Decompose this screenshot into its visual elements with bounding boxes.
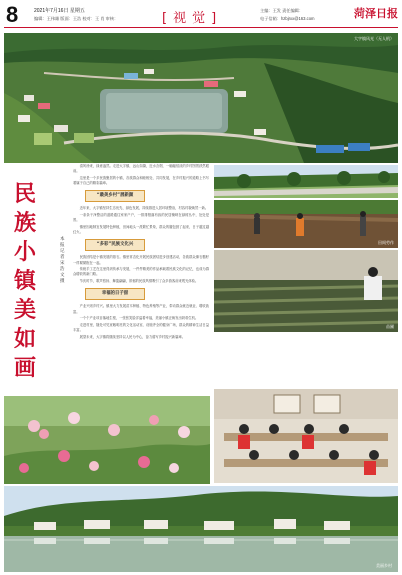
body-paragraph: 一条条干净整洁的道路通往家家户户，一排排错落有致的民居掩映在绿树丛中，处处是景。	[73, 213, 209, 223]
aerial-village-photo	[4, 33, 398, 163]
tree-road-art	[214, 165, 398, 198]
nursery-art	[214, 250, 398, 332]
aerial-photo-art	[4, 33, 398, 163]
nursery-caption: 苗圃	[386, 324, 394, 329]
field-work-photo	[214, 200, 398, 248]
masthead-logo: 菏泽日报	[354, 7, 398, 20]
section-title: [视觉]	[162, 11, 223, 26]
date-line: 2021年7月16日 星期五	[34, 8, 85, 14]
field-work-caption: 田间劳作	[378, 240, 394, 245]
body-paragraph: 节庆时节，歌声悠扬、舞姿翩翩，浓郁的民族风情吸引了众多游客前来观光体验。	[79, 279, 199, 284]
subheading: “多彩”民族文化兴	[85, 239, 145, 251]
blossom-art	[4, 396, 210, 484]
aerial-photo-credit: 大字镇风光（无人机）	[354, 36, 394, 41]
email-line: 电子信箱：hzbjrxx@163.com	[260, 16, 315, 21]
body-paragraph: 走进村里，随处可见宽敞明亮的文化活动室、设施齐全的健身广场，群众的精神生活日益丰富。	[73, 322, 209, 333]
field-work-art	[214, 200, 398, 248]
intro-paragraph: 这里是一个多民族聚居的小镇，各族群众和睦相处、共同发展，在乡村振兴的道路上书写着属于自己的精彩篇章。	[73, 175, 209, 186]
byline: 本报记者 宋浩 文 摄	[60, 236, 65, 283]
nursery-photo	[214, 250, 398, 332]
headline: 民族小镇美如画	[13, 182, 36, 381]
body-paragraph: 展望未来，大字镇将继续坚持以人民为中心，奋力谱写乡村振兴新篇章。	[79, 334, 186, 339]
crafts-room-art	[214, 389, 398, 483]
section-label: 视觉	[173, 11, 212, 26]
village-lake-art	[4, 486, 398, 572]
village-lake-photo	[4, 486, 398, 572]
body-paragraph: 一个个产业项目落地生根，一张张笑脸洋溢着幸福，美丽小镇正焕发出勃勃生机。	[79, 316, 199, 321]
editor-line: 主编：王发 责任编辑：	[260, 8, 304, 13]
body-paragraph: 传统手工艺在这里得到传承与发展，一件件精美的作品承载着民族文化的记忆，也成为群众增收的新门路。	[73, 267, 209, 277]
body-paragraph: 镇里因地制宜发展特色种植，田间地头一派繁忙景象，群众的腰包鼓了起来，日子越过越红火。	[73, 224, 209, 235]
village-lake-caption: 美丽乡村	[376, 563, 392, 568]
subheading: “最美乡村”展新颜	[85, 190, 145, 202]
article-body	[73, 164, 209, 342]
body-paragraph: 民族团结是小镇发展的基石。镇里常态化开展民族团结进步创建活动，各族群众像石榴籽一样紧紧抱在一起。	[73, 255, 209, 265]
page-number: 8	[6, 2, 19, 27]
body-paragraph: 产业兴则乡村兴。镇里大力发展苗木种植、特色养殖等产业，带动群众就近就业、增收致富。	[73, 304, 209, 314]
tree-road-photo	[214, 165, 398, 198]
staff-line: 编辑：王伟雄 版面：王浩 校对：王 肖 审核：	[34, 16, 119, 21]
subheading: 幸福的日子甜	[85, 288, 145, 300]
intro-paragraph: 清风徐来，绿意盎然。走进大字镇，远山如黛，近水含烟，一幅幅恬淡的乡村图景跃然眼前。	[73, 164, 209, 174]
blossom-photo	[4, 396, 210, 484]
header-rule	[4, 27, 398, 28]
body-paragraph: 近年来，大字镇坚持生态优先、绿色发展，持续推进人居环境整治，村容村貌焕然一新。	[79, 206, 209, 211]
crafts-room-photo	[214, 389, 398, 483]
